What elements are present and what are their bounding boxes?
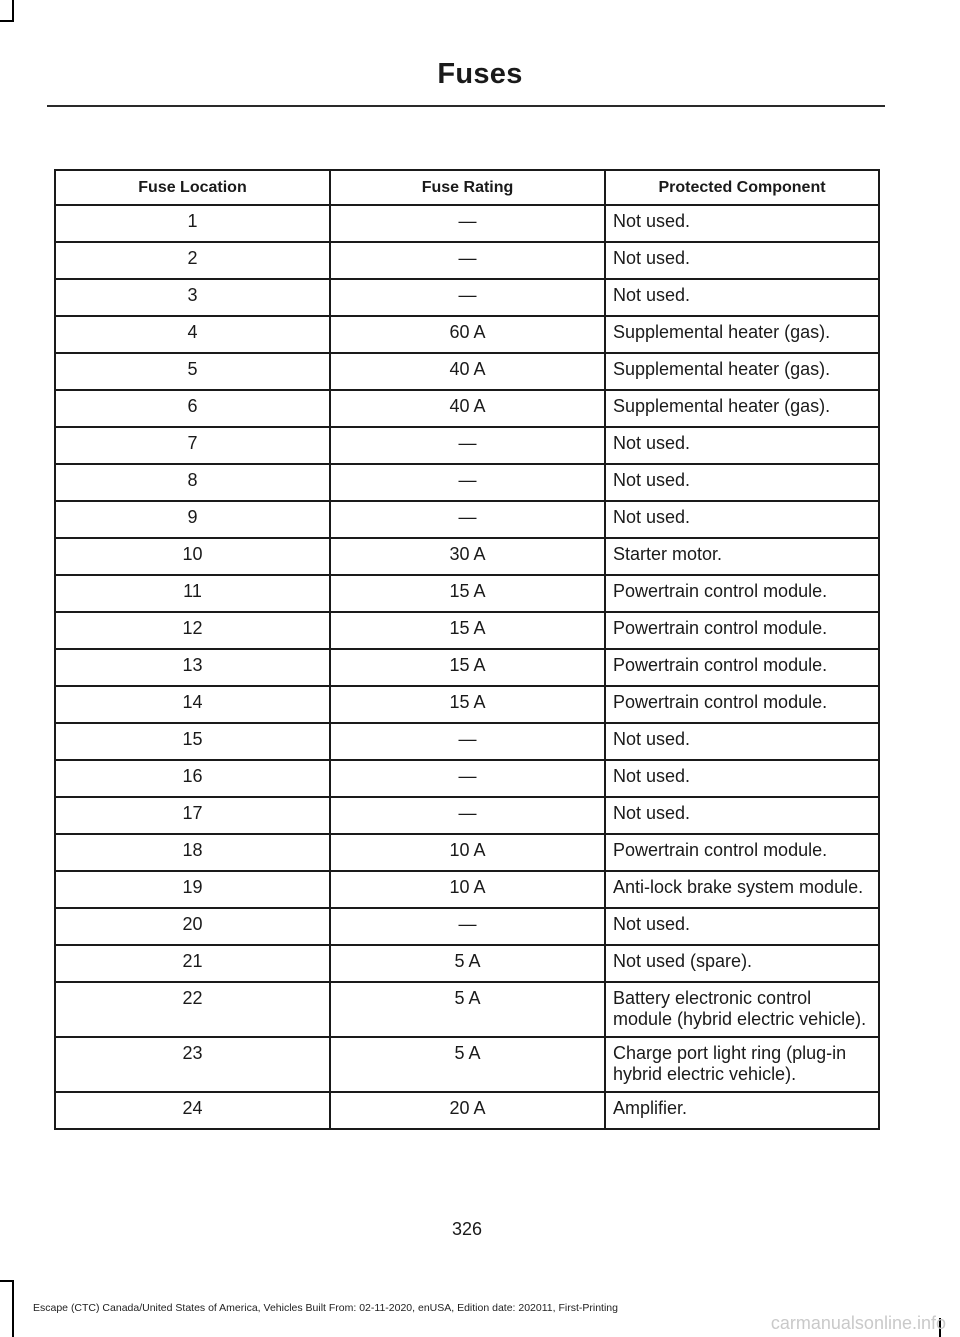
page-title: Fuses bbox=[437, 58, 523, 90]
fuse-location-cell: 11 bbox=[55, 575, 330, 612]
fuse-rating-cell: — bbox=[330, 760, 605, 797]
protected-component-cell: Battery electronic control module (hybrid electric vehicle). bbox=[605, 982, 879, 1037]
fuse-rating-cell: — bbox=[330, 205, 605, 242]
protected-component-cell: Not used. bbox=[605, 908, 879, 945]
crop-mark-top-left bbox=[12, 0, 14, 21]
table-row bbox=[55, 834, 879, 871]
fuse-rating-cell: — bbox=[330, 279, 605, 316]
fuse-location-cell: 21 bbox=[55, 945, 330, 982]
title-divider bbox=[47, 105, 885, 107]
fuse-location-cell: 8 bbox=[55, 464, 330, 501]
fuse-location-cell: 19 bbox=[55, 871, 330, 908]
fuse-location-cell: 15 bbox=[55, 723, 330, 760]
fuse-rating-cell: 10 A bbox=[330, 834, 605, 871]
fuse-rating-cell: 5 A bbox=[330, 1037, 605, 1092]
protected-component-cell: Not used (spare). bbox=[605, 945, 879, 982]
fuse-rating-cell: — bbox=[330, 723, 605, 760]
protected-component-cell: Supplemental heater (gas). bbox=[605, 390, 879, 427]
fuse-rating-cell: — bbox=[330, 464, 605, 501]
header-fuse-location: Fuse Location bbox=[55, 170, 330, 205]
table-row bbox=[55, 686, 879, 723]
table-row bbox=[55, 982, 879, 1037]
protected-component-cell: Powertrain control module. bbox=[605, 834, 879, 871]
fuse-location-cell: 16 bbox=[55, 760, 330, 797]
protected-component-cell: Amplifier. bbox=[605, 1092, 879, 1129]
fuse-location-cell: 17 bbox=[55, 797, 330, 834]
table-row bbox=[55, 427, 879, 464]
fuse-location-cell: 20 bbox=[55, 908, 330, 945]
table-row bbox=[55, 575, 879, 612]
protected-component-cell: Not used. bbox=[605, 279, 879, 316]
crop-mark-bottom-left bbox=[12, 1280, 14, 1337]
protected-component-cell: Not used. bbox=[605, 723, 879, 760]
fuse-rating-cell: 40 A bbox=[330, 353, 605, 390]
protected-component-cell: Not used. bbox=[605, 464, 879, 501]
fuse-location-cell: 6 bbox=[55, 390, 330, 427]
fuse-location-cell: 3 bbox=[55, 279, 330, 316]
table-row bbox=[55, 908, 879, 945]
table-row bbox=[55, 279, 879, 316]
protected-component-cell: Not used. bbox=[605, 205, 879, 242]
fuse-location-cell: 1 bbox=[55, 205, 330, 242]
fuse-location-cell: 22 bbox=[55, 982, 330, 1037]
table-header-row bbox=[55, 170, 879, 205]
table-row bbox=[55, 1092, 879, 1129]
fuse-rating-cell: 15 A bbox=[330, 649, 605, 686]
table-row bbox=[55, 205, 879, 242]
fuse-location-cell: 9 bbox=[55, 501, 330, 538]
table-row bbox=[55, 649, 879, 686]
table-row bbox=[55, 760, 879, 797]
fuse-rating-cell: 15 A bbox=[330, 686, 605, 723]
fuse-location-cell: 24 bbox=[55, 1092, 330, 1129]
table-row bbox=[55, 871, 879, 908]
header-fuse-rating: Fuse Rating bbox=[330, 170, 605, 205]
fuse-location-cell: 12 bbox=[55, 612, 330, 649]
fuse-rating-cell: — bbox=[330, 242, 605, 279]
protected-component-cell: Charge port light ring (plug-in hybrid electric vehicle). bbox=[605, 1037, 879, 1092]
fuse-rating-cell: 30 A bbox=[330, 538, 605, 575]
fuse-location-cell: 23 bbox=[55, 1037, 330, 1092]
fuse-rating-cell: 15 A bbox=[330, 612, 605, 649]
table-row bbox=[55, 353, 879, 390]
protected-component-cell: Not used. bbox=[605, 760, 879, 797]
page-number: 326 bbox=[451, 1219, 483, 1239]
table-row bbox=[55, 242, 879, 279]
fuse-location-cell: 7 bbox=[55, 427, 330, 464]
fuse-rating-cell: — bbox=[330, 908, 605, 945]
fuse-rating-cell: — bbox=[330, 427, 605, 464]
crop-mark-bottom-left bbox=[0, 1280, 14, 1282]
protected-component-cell: Powertrain control module. bbox=[605, 575, 879, 612]
fuse-location-cell: 2 bbox=[55, 242, 330, 279]
table-row bbox=[55, 723, 879, 760]
fuse-location-cell: 14 bbox=[55, 686, 330, 723]
protected-component-cell: Powertrain control module. bbox=[605, 649, 879, 686]
footer-text: Escape (CTC) Canada/United States of America, Vehicles Built From: 02-11-2020, enUSA, Edition date: 202011, First-Printing bbox=[33, 1302, 618, 1314]
protected-component-cell: Starter motor. bbox=[605, 538, 879, 575]
fuse-rating-cell: 40 A bbox=[330, 390, 605, 427]
watermark: carmanualsonline.info bbox=[770, 1313, 946, 1333]
protected-component-cell: Not used. bbox=[605, 242, 879, 279]
fuse-rating-cell: 20 A bbox=[330, 1092, 605, 1129]
table-row bbox=[55, 1037, 879, 1092]
protected-component-cell: Supplemental heater (gas). bbox=[605, 316, 879, 353]
fuse-location-cell: 4 bbox=[55, 316, 330, 353]
table-row bbox=[55, 501, 879, 538]
table-row bbox=[55, 612, 879, 649]
fuse-rating-cell: 60 A bbox=[330, 316, 605, 353]
fuse-table bbox=[54, 169, 880, 1130]
protected-component-cell: Powertrain control module. bbox=[605, 612, 879, 649]
protected-component-cell: Powertrain control module. bbox=[605, 686, 879, 723]
fuse-rating-cell: — bbox=[330, 797, 605, 834]
fuse-rating-cell: 5 A bbox=[330, 982, 605, 1037]
table-row bbox=[55, 945, 879, 982]
protected-component-cell: Anti-lock brake system module. bbox=[605, 871, 879, 908]
table-row bbox=[55, 538, 879, 575]
protected-component-cell: Not used. bbox=[605, 501, 879, 538]
fuse-location-cell: 10 bbox=[55, 538, 330, 575]
fuse-rating-cell: 15 A bbox=[330, 575, 605, 612]
fuse-rating-cell: 10 A bbox=[330, 871, 605, 908]
table-row bbox=[55, 316, 879, 353]
crop-mark-top-left bbox=[0, 20, 14, 22]
fuse-location-cell: 5 bbox=[55, 353, 330, 390]
fuse-location-cell: 18 bbox=[55, 834, 330, 871]
fuse-rating-cell: — bbox=[330, 501, 605, 538]
fuse-location-cell: 13 bbox=[55, 649, 330, 686]
fuse-rating-cell: 5 A bbox=[330, 945, 605, 982]
table-row bbox=[55, 390, 879, 427]
protected-component-cell: Supplemental heater (gas). bbox=[605, 353, 879, 390]
table-row bbox=[55, 797, 879, 834]
protected-component-cell: Not used. bbox=[605, 797, 879, 834]
protected-component-cell: Not used. bbox=[605, 427, 879, 464]
table-row bbox=[55, 464, 879, 501]
header-protected-component: Protected Component bbox=[605, 170, 879, 205]
